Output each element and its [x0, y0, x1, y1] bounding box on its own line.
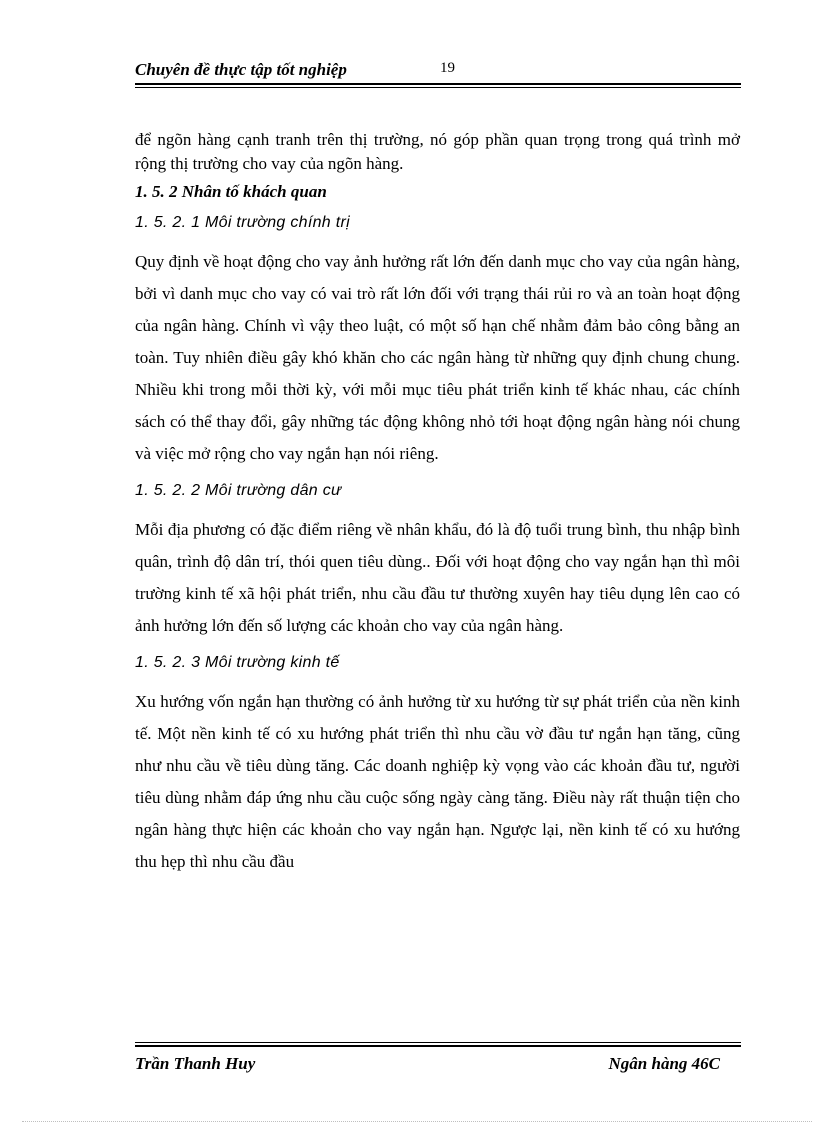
footer-author: Trần Thanh Huy	[135, 1054, 256, 1073]
section-heading: 1. 5. 2 Nhân tố khách quan	[135, 182, 327, 201]
page-number: 19	[440, 60, 455, 76]
footer-rule-thin	[135, 1042, 741, 1043]
page-content	[135, 128, 740, 878]
paragraph-political: Quy định về hoạt động cho vay ảnh hưởng rất lớn đến danh mục cho vay của ngân hàng, bởi vì danh mục cho vay có vai trò rất lớn đối với trạng thái rủi ro và an toàn hoạt động của ngân hàng. Chính vì vậy theo luật, có một số hạn chế nhằm đảm bảo công bằng an toàn. Tuy nhiên điều gây khó khăn cho các ngân hàng từ những quy định chung chung. Nhiều khi trong mỗi thời kỳ, với mỗi mục tiêu phát triển kinh tế khác nhau, các chính sách có thể thay đổi, gây những tác động không nhỏ tới hoạt động ngân hàng nói chung và việc mở rộng cho vay ngắn hạn nói riêng.	[135, 252, 740, 463]
page-bottom-dotted-edge	[22, 1121, 812, 1122]
page-header	[135, 60, 740, 84]
footer-rule-thick	[135, 1045, 741, 1047]
header-title: Chuyên đề thực tập tốt nghiệp	[135, 60, 347, 79]
paragraph-population: Mỗi địa phương có đặc điểm riêng về nhân khẩu, đó là độ tuổi trung bình, thu nhập bình quân, trình độ dân trí, thói quen tiêu dùng.. Đối với hoạt động cho vay ngắn hạn thì môi trường kinh tế xã hội phát triển, nhu cầu đầu tư thường xuyên hay tiêu dụng lên cao có ảnh hưởng lớn đến số lượng các khoản cho vay của ngân hàng.	[135, 520, 740, 635]
footer-class: Ngân hàng 46C	[608, 1054, 720, 1073]
paragraph-economic: Xu hướng vốn ngắn hạn thường có ảnh hưởng từ xu hướng từ sự phát triển của nền kinh tế. Một nền kinh tế có xu hướng phát triển thì nhu cầu vờ đầu tư ngắn hạn tăng, cũng như nhu cầu về tiêu dùng tăng. Các doanh nghiệp kỳ vọng vào các khoản đầu tư, người tiêu dùng nhằm đáp ứng nhu cầu cuộc sống ngày càng tăng. Điều này rất thuận tiện cho ngân hàng thực hiện các khoản cho vay ngắn hạn. Ngược lại, nền kinh tế có xu hướng thu hẹp thì nhu cầu đầu	[135, 692, 740, 871]
subsection-heading-economic: 1. 5. 2. 3 Môi trường kinh tế	[135, 654, 340, 671]
header-rule-thin	[135, 87, 741, 88]
header-rule-thick	[135, 83, 741, 85]
intro-paragraph: để ngõn hàng cạnh tranh trên thị trường, nó góp phần quan trọng trong quá trình mở rộng thị trường cho vay của ngõn hàng.	[135, 130, 740, 173]
subsection-heading-political: 1. 5. 2. 1 Môi trường chính trị	[135, 214, 350, 231]
subsection-heading-population: 1. 5. 2. 2 Môi trường dân cư	[135, 482, 342, 499]
